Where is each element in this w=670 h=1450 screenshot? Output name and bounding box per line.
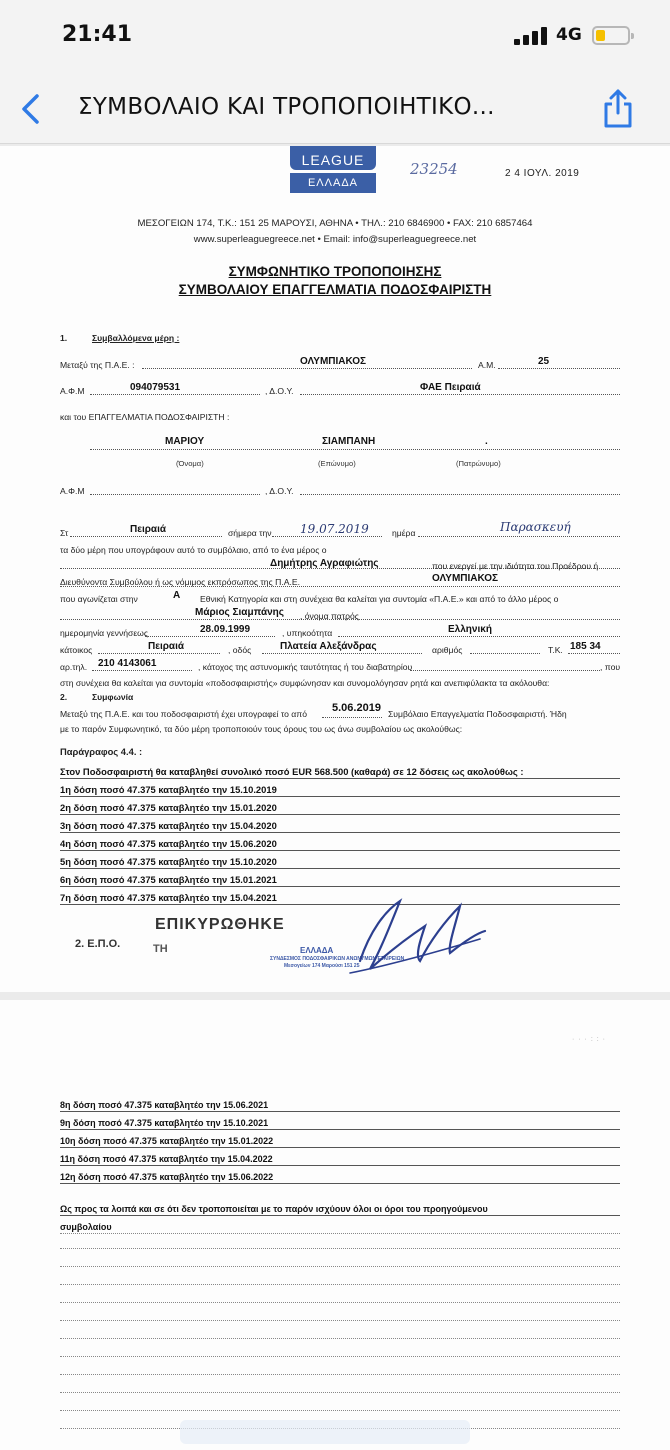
name-caption: (Όνομα) (176, 459, 204, 468)
handwritten-number: 23254 (410, 160, 458, 178)
status-time: 21:41 (62, 22, 133, 47)
day-label: ημέρα (392, 528, 416, 538)
installment-row: 9η δόση ποσό 47.375 καταβλητέο την 15.10.2021 (60, 1118, 620, 1130)
dob-value: 28.09.1999 (200, 624, 251, 635)
today-label: σήμερα την (228, 528, 272, 538)
afm2-label: Α.Φ.Μ (60, 486, 85, 496)
representative-name: Δημήτρης Αγραφιώτης (270, 558, 379, 569)
afm-value: 094079531 (130, 382, 181, 393)
doy2-label: , Δ.Ο.Υ. (265, 486, 294, 496)
document-title: ΣΥΜΒΟΛΑΙΟ ΚΑΙ ΤΡΟΠΟΠΟΙΗΤΙΚΟ... (78, 94, 495, 120)
doc-title-line1: ΣΥΜΦΩΝΗΤΙΚΟ ΤΡΟΠΟΠΟΙΗΣΗΣ (228, 264, 442, 279)
header-address: ΜΕΣΟΓΕΙΩΝ 174, Τ.Κ.: 151 25 ΜΑΡΟΥΣΙ, ΑΘΗΝΑ • ΤΗΛ.: 210 6846900 • FAX: 210 6857464 (137, 218, 533, 229)
am-value: 25 (538, 356, 550, 367)
player-last-name: ΣΙΑΜΠΑΝΗ (322, 436, 376, 447)
place-value: Πειραιά (130, 524, 167, 535)
installment-row: 1η δόση ποσό 47.375 καταβλητέο την 15.10.2019 (60, 784, 620, 797)
st-label: Στ (60, 528, 69, 538)
para5: στη συνέχεια θα καλείται για συντομία «ποδοσφαιριστής» συμφώνησαν και συνομολόγησαν ρητά και ανεπιφύλακτα τα ακόλουθα: (60, 678, 550, 688)
battery-icon (592, 26, 630, 45)
installment-row: 3η δόση ποσό 47.375 καταβλητέο την 15.04.2020 (60, 820, 620, 833)
signal-icon (514, 27, 548, 45)
date-value: 19.07.2019 (300, 522, 369, 536)
installment-row: 7η δόση ποσό 47.375 καταβλητέο την 15.04.2021 (60, 892, 620, 905)
tel-value: 210 4143061 (98, 658, 157, 669)
para4a: που αγωνίζεται στην (60, 594, 138, 604)
network-type: 4G (556, 25, 582, 45)
between-label: Μεταξύ της Π.Α.Ε. : (60, 360, 135, 370)
para6a: Μεταξύ της Π.Α.Ε. και του ποδοσφαιριστή έχει υπογραφεί το από (60, 709, 307, 719)
signature-mark (330, 881, 490, 981)
epo-label: 2. Ε.Π.Ο. (75, 938, 121, 950)
installment-row: 6η δόση ποσό 47.375 καταβλητέο την 15.01.2021 (60, 874, 620, 887)
section-1-number: 1. (60, 333, 68, 343)
residence-label: κάτοικος (60, 645, 93, 655)
header-web: www.superleaguegreece.net • Email: info@superleaguegreece.net (193, 234, 477, 245)
status-bar (0, 0, 670, 72)
closing-line-1: Ως προς τα λοιπά και σε ότι δεν τροποποιείται με το παρόν ισχύουν όλοι οι όροι του προηγούμενου (60, 1204, 620, 1216)
street-value: Πλατεία Αλεξάνδρας (280, 641, 377, 652)
day-value: Παρασκευή (500, 520, 571, 534)
residence-value: Πειραιά (148, 641, 185, 652)
document-page-2: · · · : : · 8η δόση ποσό 47.375 καταβλητέο την 15.06.2021 9η δόση ποσό 47.375 καταβλητέο την 15.10.2021 10η δόση ποσό 47.375 καταβλητέο την 15.01.2022 11η δόση ποσό 47.375 καταβλητέο την 15.04.2022 12η δόση ποσό 47.375 καταβλητέο την 15.06.2022 Ως προς τα λοιπά και σε ότι δεν τροποποιείται με το παρόν ισχύουν όλοι οι όροι του προηγούμενου συμβολαίου (0, 1000, 670, 1450)
doy-value: ΦΑΕ Πειραιά (420, 382, 481, 393)
league-stamp: ΕΛΛΑΔΑ ΣΥΝΔΕΣΜΟΣ ΠΟΔΟΣΦΑΙΡΙΚΩΝ ΑΝΩΝΥΜΩΝ ΕΤΑΙΡΕΙΩΝ Μεσογείων 174 Μαρούσι 151 25 (270, 946, 405, 969)
street-label: , οδός (228, 645, 252, 655)
am-label: Α.Μ. (478, 360, 496, 370)
installment-row: 5η δόση ποσό 47.375 καταβλητέο την 15.10.2020 (60, 856, 620, 869)
para7: με το παρόν Συμφωνητικό, τα δύο μέρη τροποποιούν τους όρους του ως άνω συμβολαίου ως ακολούθως: (60, 724, 463, 734)
tel-label: αρ.τηλ. (60, 662, 88, 672)
installment-row: 10η δόση ποσό 47.375 καταβλητέο την 15.01.2022 (60, 1136, 620, 1148)
contract-date: 5.06.2019 (332, 702, 381, 714)
id-text: , κάτοχος της αστυνομικής ταυτότητας ή του διαβατηρίου (198, 662, 413, 672)
tk-label: Τ.Κ. (548, 645, 563, 655)
validated-stamp-text: ΕΠΙΚΥΡΩΘΗΚΕ (155, 916, 285, 933)
player-label: και του ΕΠΑΓΓΕΛΜΑΤΙΑ ΠΟΔΟΣΦΑΙΡΙΣΤΗ : (60, 412, 230, 422)
number-label: αριθμός (432, 645, 463, 655)
nationality-value: Ελληνική (448, 624, 492, 635)
nat-label: , υπηκοότητα (282, 628, 333, 638)
doc-title-line2: ΣΥΜΒΟΛΑΙΟΥ ΕΠΑΓΓΕΛΜΑΤΙΑ ΠΟΔΟΣΦΑΙΡΙΣΤΗ (178, 282, 492, 297)
player-full-name: Μάριος Σιαμπάνης (195, 607, 284, 618)
afm-label: Α.Φ.Μ (60, 386, 85, 396)
para1: τα δύο μέρη που υπογράφουν αυτό το συμβόλαιο, από το ένα μέρος ο (60, 545, 327, 555)
dob-label: ημερομηνία γεννήσεως (60, 628, 149, 638)
section-2-title: Συμφωνία (92, 692, 134, 702)
paragraph-label: Παράγραφος 4.4. : (60, 746, 143, 757)
installment-row: 8η δόση ποσό 47.375 καταβλητέο την 15.06.2021 (60, 1100, 620, 1112)
player-first-name: ΜΑΡΙΟΥ (165, 436, 205, 447)
superleague-logo: LEAGUE ΕΛΛΑΔΑ (290, 146, 376, 202)
surname-caption: (Επώνυμο) (318, 459, 356, 468)
document-page-1: LEAGUE ΕΛΛΑΔΑ 23254 2 4 ΙΟΥΛ. 2019 ΜΕΣΟΓΕΙΩΝ 174, Τ.Κ.: 151 25 ΜΑΡΟΥΣΙ, ΑΘΗΝΑ • ΤΗΛ.: 210 6846900 • FAX: 210 6857464 www.superleaguegreece.net • Email: info@superleaguegreece.net ΣΥΜΦΩΝΗΤΙΚΟ ΤΡΟΠΟΠΟΙΗΣΗΣ ΣΥΜΒΟΛΑΙΟΥ ΕΠΑΓΓΕΛΜΑΤΙΑ ΠΟΔΟΣΦΑΙΡΙΣΤΗ 1. Συμβαλλόμενα μέρη : Μεταξύ της Π.Α.Ε. : ΟΛΥΜΠΙΑΚΟΣ Α.Μ. 25 Α.Φ.Μ 094079531 , Δ.Ο.Υ. ΦΑΕ Πειραιά και του ΕΠΑΓΓΕΛΜΑΤΙΑ ΠΟΔΟΣΦΑΙΡΙΣΤΗ : ΜΑΡΙΟΥ ΣΙΑΜΠΑΝΗ . (Όνομα) (Επώνυμο) (Πατρώνυμο) Α.Φ.Μ , Δ.Ο.Υ. Στ Πειραιά σήμερα την 19.07.2019 ημέρα Παρασκευή τα δύο μέρη που υπογράφουν αυτό το συμβόλαιο, από το ένα μέρος ο Δημήτρης Αγραφιώτης που ενεργεί με την ιδιότητα του Προέδρου ή Διευθύνοντα Συμβούλου ή ως νόμιμος εκπρόσωπος της Π.Α.Ε. ΟΛΥΜΠΙΑΚΟΣ που αγωνίζεται στην Α Εθνική Κατηγορία και στη συνέχεια θα καλείται για συντομία «Π.Α.Ε.» και από το άλλο μέρος ο Μάριος Σιαμπάνης , όνομα πατρός ημερομηνία γεννήσεως 28.09.1999 , υπηκοότητα Ελληνική κάτοικος Πειραιά , οδός Πλατεία Αλεξάνδρας αριθμός Τ.Κ. 185 34 αρ.τηλ. 210 4143061 , κάτοχος της αστυνομικής ταυτότητας ή του διαβατηρίου , που στη συνέχεια θα καλείται για συντομία «ποδοσφαιριστής» συμφώνησαν και συνομολόγησαν ρητά και ανεπιφύλακτα τα ακόλουθα: 2. Συμφωνία Μεταξύ της Π.Α.Ε. και του ποδοσφαιριστή έχει υπογραφεί το από 5.06.2019 Συμβόλαιο Επαγγελματία Ποδοσφαιριστή. Ήδη με το παρόν Συμφωνητικό, τα δύο μέρη τροποποιούν τους όρους του ως άνω συμβολαίου ως ακολούθως: Παράγραφος 4.4. : Στον Ποδοσφαιριστή θα καταβληθεί συνολικό ποσό EUR 568.500 (καθαρά) σε 12 δόσεις ως ακολούθως : 1η δόση ποσό 47.375 καταβλητέο την 15.10.2019 2η δόση ποσό 47.375 καταβλητέο την 15.01.2020 3η δόση ποσό 47.375 καταβλητέο την 15.04.2020 4η δόση ποσό 47.375 καταβλητέο την 15.06.2020 5η δόση ποσό 47.375 καταβλητέο την 15.10.2020 6η δόση ποσό 47.375 καταβλητέο την 15.01.2021 7η δόση ποσό 47.375 καταβλητέο την 15.04.2021 ΕΠΙΚΥΡΩΘΗΚΕ 2. Ε.Π.Ο. ΤΗ ΕΛΛΑΔΑ ΣΥΝΔΕΣΜΟΣ ΠΟΔΟΣΦΑΙΡΙΚΩΝ ΑΝΩΝΥΜΩΝ ΕΤΑΙΡΕΙΩΝ Μεσογείων 174 Μαρούσι 151 25 (0, 146, 670, 992)
father-caption: (Πατρώνυμο) (456, 459, 501, 468)
back-chevron-icon[interactable] (18, 92, 44, 126)
received-date-stamp: 2 4 ΙΟΥΛ. 2019 (505, 168, 580, 179)
installment-row: 12η δόση ποσό 47.375 καταβλητέο την 15.06.2022 (60, 1172, 620, 1184)
para2: που ενεργεί με την ιδιότητα του Προέδρου ή (432, 561, 599, 571)
share-icon[interactable] (598, 86, 638, 130)
installment-row: 2η δόση ποσό 47.375 καταβλητέο την 15.01.2020 (60, 802, 620, 815)
doy-label: , Δ.Ο.Υ. (265, 386, 294, 396)
installment-row: 11η δόση ποσό 47.375 καταβλητέο την 15.04.2022 (60, 1154, 620, 1166)
category-value: Α (173, 590, 181, 601)
tk-value: 185 34 (570, 641, 601, 652)
total-amount-line: Στον Ποδοσφαιριστή θα καταβληθεί συνολικό ποσό EUR 568.500 (καθαρά) σε 12 δόσεις ως ακολούθως : (60, 766, 620, 779)
section-2-number: 2. (60, 692, 68, 702)
para6b: Συμβόλαιο Επαγγελματία Ποδοσφαιριστή. Ήδη (388, 709, 567, 719)
pae-name-2: ΟΛΥΜΠΙΑΚΟΣ (432, 573, 499, 584)
nav-bar (0, 72, 670, 144)
closing-line-2: συμβολαίου (60, 1222, 620, 1234)
section-1-title: Συμβαλλόμενα μέρη : (92, 333, 180, 343)
para3: Διευθύνοντα Συμβούλου ή ως νόμιμος εκπρόσωπος της Π.Α.Ε. (60, 577, 300, 587)
para4b: Εθνική Κατηγορία και στη συνέχεια θα καλείται για συντομία «Π.Α.Ε.» και από το άλλο μέρος ο (200, 594, 559, 604)
pae-name: ΟΛΥΜΠΙΑΚΟΣ (300, 356, 367, 367)
installment-row: 4η δόση ποσό 47.375 καταβλητέο την 15.06.2020 (60, 838, 620, 851)
father-label: , όνομα πατρός (300, 611, 359, 621)
